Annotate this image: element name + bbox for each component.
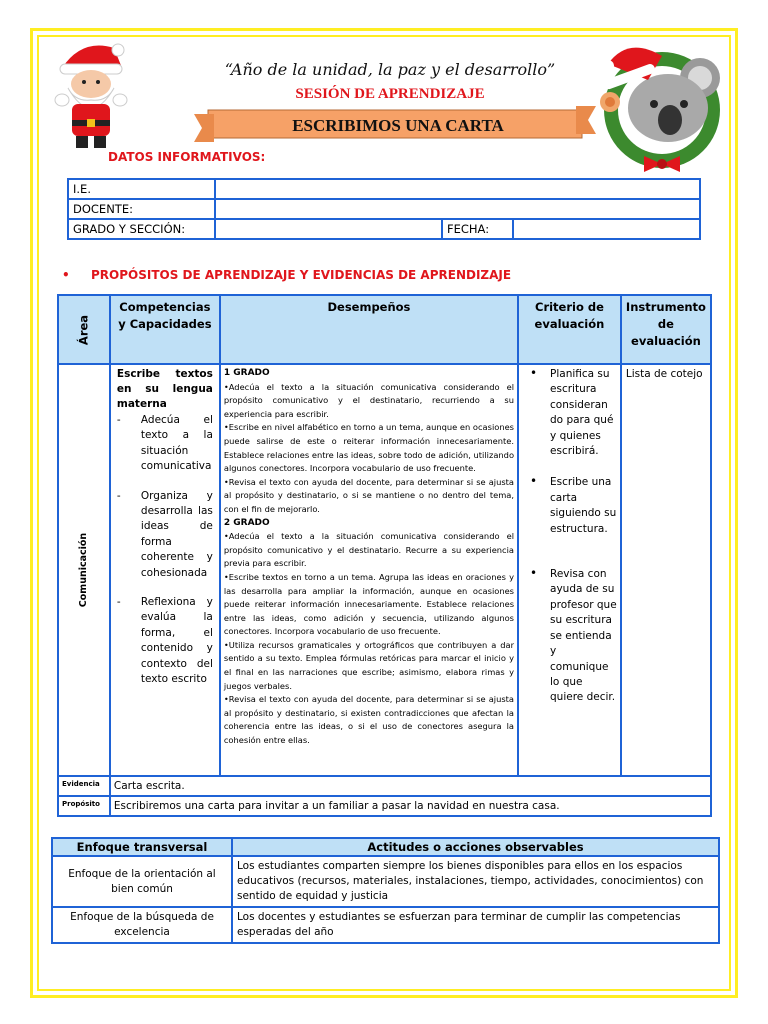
grado-value[interactable] (215, 219, 442, 239)
desempeno-item: •Revisa el texto con ayuda del docente, para determinar si se ajusta al propósito y destinatario, o si se mantiene o no dentro del tema, con el fin de mejorarlo. (223, 476, 515, 514)
capacidad-item: - Organiza y desarrolla las ideas de forma coherente y cohesionada (117, 489, 213, 581)
fecha-value[interactable] (513, 219, 700, 239)
table-header-row (58, 295, 711, 364)
desempeno-item: •Escribe textos en torno a un tema. Agrupa las ideas en oraciones y las desarrolla para ampliar la información, aunque en ocasiones puede reiterar información innecesariamente. Establece relaciones entre las ideas, como adición y secuencia, utilizando algunos conectores. Incorpora vocabulario de uso frecuente. (223, 571, 515, 637)
enfoque-actitud: Los estudiantes comparten siempre los bienes disponibles para ellos en los espacios educativos (recursos, materiales, instalaciones, tiempo, actividades, conocimientos) con sentido de equidad y justicia (232, 856, 719, 907)
fecha-label: FECHA: (442, 219, 513, 239)
docente-value[interactable] (215, 199, 700, 219)
table-row (52, 907, 719, 943)
criterio-item: • Escribe una carta siguiendo su estructura. (528, 475, 617, 537)
competencias-header: Competencias y Capacidades (110, 295, 220, 364)
lesson-title: ESCRIBIMOS UNA CARTA (292, 116, 504, 135)
desempeno-item: •Revisa el texto con ayuda del docente, para determinar si se ajusta al propósito y destinatario, si existen contradicciones que afectan la coherencia entre las ideas, o si el uso de conectores asegura la cohesión entre ellas. (223, 694, 515, 746)
enfoque-name: Enfoque de la orientación al bien común (52, 856, 232, 907)
propositos-table (57, 294, 712, 817)
enfoque-actitud: Los docentes y estudiantes se esfuerzan para terminar de cumplir las competencias esperadas del año (232, 907, 719, 943)
criterios-list (522, 367, 617, 706)
desempenos-header: Desempeños (220, 295, 518, 364)
evidencia-row (58, 776, 711, 796)
table-row (52, 856, 719, 907)
docente-label: DOCENTE: (68, 199, 215, 219)
area-header (58, 295, 110, 364)
table-row (68, 179, 700, 199)
area-value: Comunicación (78, 532, 90, 608)
instrumento-header: Instrumento de evaluación (621, 295, 711, 364)
criterio-item: • Revisa con ayuda de su profesor que su escritura se entienda y comunique lo que quiere decir. (528, 567, 617, 706)
ie-value[interactable] (215, 179, 700, 199)
capacidad-item: - Adecúa el texto a la situación comunicativa (117, 413, 213, 475)
table-row (68, 199, 700, 219)
desempeno-item: •Escribe en nivel alfabético en torno a un tema, aunque en ocasiones puede salirse de este o reiterar información innecesariamente. Establece relaciones entre las ideas, sobre todo de adición, utilizando algunos conectores. Incorpora vocabulario de uso frecuente. (223, 422, 515, 474)
capacidades-list (117, 413, 213, 688)
desempeno-item: •Utiliza recursos gramaticales y ortográficos que contribuyen a dar sentido a su texto. Emplea fórmulas retóricas para marcar el inicio y el final en las narraciones que escribe; asimismo, elabora rimas y juegos verbales. (223, 639, 515, 691)
enfoques-table (51, 837, 720, 944)
santa-illustration (52, 38, 130, 150)
desempeno-item: •Adecúa el texto a la situación comunicativa considerando el propósito comunicativo y el destinatario, recurriendo a su experiencia para escribir. (223, 381, 515, 419)
table-header-row (52, 838, 719, 856)
proposito-value: Escribiremos una carta para invitar a un familiar a pasar la navidad en nuestra casa. (110, 796, 711, 816)
desempeno-item: •Adecúa el texto a la situación comunicativa considerando el propósito comunicativo y el destinatario. Recurre a su experiencia previa para escribir. (223, 531, 515, 569)
ie-label: I.E. (68, 179, 215, 199)
enfoque-header: Enfoque transversal (52, 838, 232, 856)
evidencia-label: Evidencia (58, 776, 110, 796)
grado2-title: 2 GRADO (223, 517, 270, 528)
datos-informativos-table (67, 178, 701, 240)
criterio-item: • Planifica su escritura consideran do para qué y quienes escribirá. (528, 367, 617, 459)
desempenos-cell (220, 364, 518, 776)
proposito-row (58, 796, 711, 816)
instrumento-value: Lista de cotejo (621, 364, 711, 776)
koala-wreath-illustration (588, 36, 730, 174)
grado1-title: 1 GRADO (223, 368, 270, 378)
enfoque-name: Enfoque de la búsqueda de excelencia (52, 907, 232, 943)
table-row (58, 364, 711, 776)
area-cell (58, 364, 110, 776)
evidencia-value: Carta escrita. (110, 776, 711, 796)
proposito-label: Propósito (58, 796, 110, 816)
table-row (68, 219, 700, 239)
area-header-text: Área (76, 314, 91, 345)
grado-label: GRADO Y SECCIÓN: (68, 219, 215, 239)
competencia-title: Escribe textos en su lengua materna (116, 368, 213, 410)
competencias-cell (110, 364, 220, 776)
propositos-label: PROPÓSITOS DE APRENDIZAJE Y EVIDENCIAS DE APRENDIZAJE (91, 268, 512, 282)
capacidad-item: - Reflexiona y evalúa la forma, el contenido y contexto del texto escrito (117, 595, 213, 687)
actitudes-header: Actitudes o acciones observables (232, 838, 719, 856)
propositos-bullet: • (62, 268, 70, 282)
motto-text: “Año de la unidad, la paz y el desarrollo” (224, 60, 556, 79)
criterio-cell (518, 364, 621, 776)
criterio-header: Criterio de evaluación (518, 295, 621, 364)
session-title: SESIÓN DE APRENDIZAJE (295, 86, 485, 102)
datos-informativos-label: DATOS INFORMATIVOS: (108, 150, 266, 164)
